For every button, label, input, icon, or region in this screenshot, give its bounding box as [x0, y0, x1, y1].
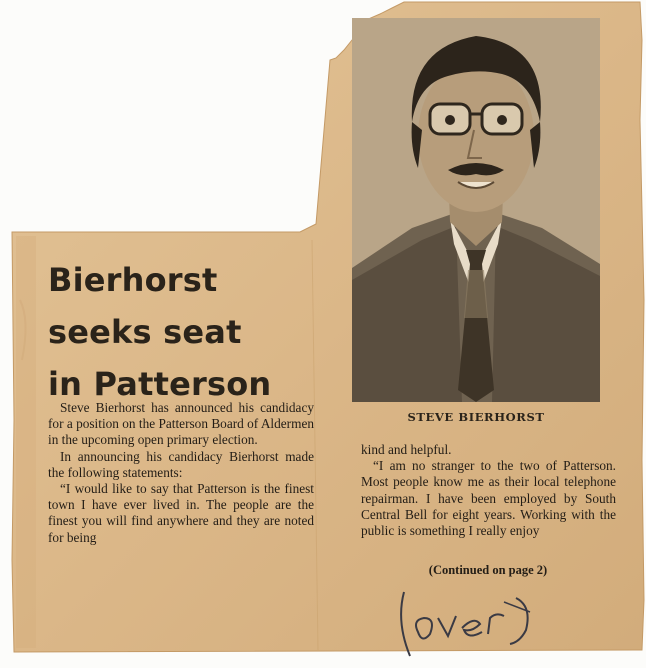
article-column-left: [48, 400, 314, 546]
headline-line-3: in Patterson: [48, 365, 272, 403]
paragraph: Steve Bierhorst has announced his candidacy for a position on the Patterson Board of Aldermen in the upcoming open primary election.: [48, 400, 314, 448]
paragraph: “I would like to say that Patterson is the finest town I have ever lived in. The people are the finest you will find anywhere and they are noted for being: [48, 481, 314, 545]
headline: [48, 254, 328, 410]
photo-caption: STEVE BIERHORST: [407, 410, 545, 424]
paragraph: “I am no stranger to the two of Patterson. Most people know me as their local telephone repairman. I have been employed by South Central Bell for eight years. Working with the public is something I really enjoy: [361, 458, 616, 539]
article-column-right: [361, 442, 616, 539]
handwritten-note: [392, 572, 552, 662]
paragraph: In announcing his candidacy Bierhorst made the following statements:: [48, 448, 314, 480]
headline-line-2: seeks seat: [48, 313, 242, 351]
paragraph: kind and helpful.: [361, 442, 452, 457]
portrait-photo: [352, 18, 600, 402]
headline-line-1: Bierhorst: [48, 261, 218, 299]
continued-notice: (Continued on page 2): [428, 563, 548, 577]
